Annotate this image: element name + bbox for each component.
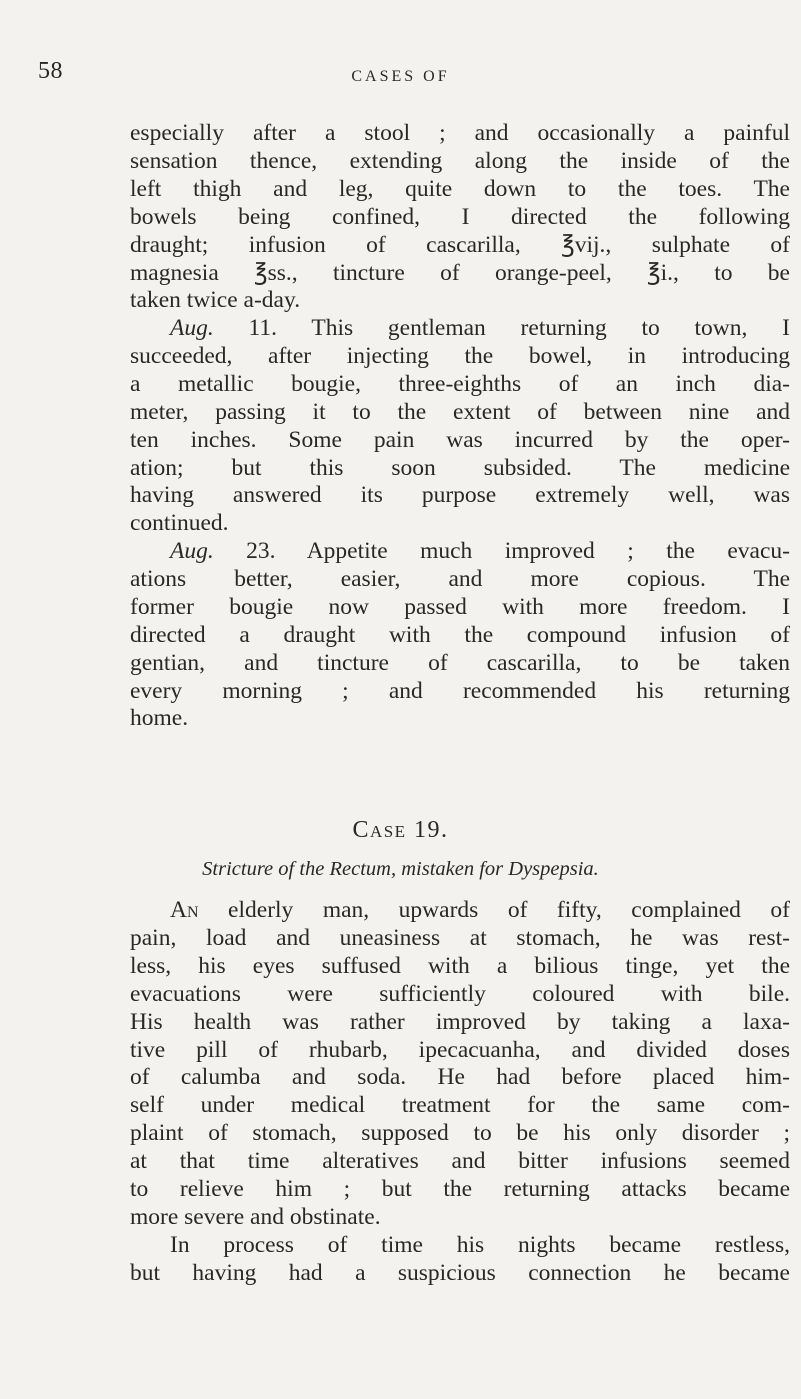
- text-line: taken twice a-day.: [130, 287, 301, 314]
- text-line: having answered its purpose extremely well, was: [130, 482, 790, 509]
- text-line: tive pill of rhubarb, ipecacuanha, and divided doses: [130, 1036, 790, 1063]
- entry-date: Aug.: [170, 315, 214, 341]
- text-line: ten inches. Some pain was incurred by the oper-: [130, 426, 790, 453]
- text-line: ation; but this soon subsided. The medicine: [130, 454, 790, 481]
- text-line: self under medical treatment for the same com-: [130, 1092, 790, 1119]
- text-line: less, his eyes suffused with a bilious tinge, yet the: [130, 952, 790, 979]
- text-line: left thigh and leg, quite down to the toes. The: [130, 175, 790, 202]
- text-line: In process of time his nights became restless,: [170, 1232, 790, 1258]
- text-line: former bougie now passed with more freedom. I: [130, 593, 790, 620]
- text-line: continued.: [130, 510, 229, 537]
- text-line: but having had a suspicious connection he became: [130, 1259, 790, 1286]
- text-line: draught; infusion of cascarilla, ℥vij., sulphate of: [130, 231, 790, 258]
- text-line: [130, 538, 790, 566]
- case-subtitle: Stricture of the Rectum, mistaken for Dyspepsia.: [202, 858, 599, 880]
- text-line: especially after a stool ; and occasionally a painful: [130, 120, 790, 146]
- text-line: bowels being confined, I directed the following: [130, 203, 790, 230]
- paragraph-final: [130, 1232, 790, 1288]
- text-line: plaint of stomach, supposed to be his only disorder ;: [130, 1120, 790, 1147]
- case-heading: Case 19.: [352, 817, 449, 843]
- text-line: His health was rather improved by taking a laxa-: [130, 1008, 790, 1035]
- text-line: directed a draught with the compound infusion of: [130, 621, 790, 648]
- text-line: a metallic bougie, three-eighths of an inch dia-: [130, 370, 790, 397]
- running-head: CASES OF: [351, 68, 450, 85]
- text-line: [130, 897, 790, 925]
- text-line: sensation thence, extending along the inside of the: [130, 147, 790, 174]
- paragraph-lead: An: [170, 897, 199, 923]
- text-line: magnesia ℥ss., tincture of orange-peel, ℥i., to be: [130, 259, 790, 286]
- text-line: at that time alteratives and bitter infusions seemed: [130, 1148, 790, 1175]
- entry-aug-11: [130, 315, 790, 538]
- text-line: meter, passing it to the extent of between nine and: [130, 398, 790, 425]
- text-line: ations better, easier, and more copious. The: [130, 565, 790, 592]
- text-line: every morning ; and recommended his returning: [130, 677, 790, 704]
- text-fragment: elderly man, upwards of fifty, complained of: [198, 897, 790, 923]
- case-paragraph: [130, 897, 790, 1232]
- text-line: home.: [130, 705, 189, 732]
- entry-date: Aug.: [170, 538, 214, 564]
- text-line: evacuations were sufficiently coloured with bile.: [130, 980, 790, 1007]
- text-line: succeeded, after injecting the bowel, in introducing: [130, 342, 790, 369]
- text-line: [130, 315, 790, 343]
- text-line: of calumba and soda. He had before placed him-: [130, 1064, 790, 1091]
- text-line: more severe and obstinate.: [130, 1203, 381, 1230]
- text-line: pain, load and uneasiness at stomach, he was rest-: [130, 924, 790, 951]
- text-fragment: 11. This gentleman returning to town, I: [213, 315, 790, 341]
- text-line: to relieve him ; but the returning attacks became: [130, 1176, 790, 1203]
- text-line: gentian, and tincture of cascarilla, to be taken: [130, 649, 790, 676]
- page-number: 58: [38, 58, 63, 84]
- entry-aug-23: [130, 538, 790, 733]
- text-fragment: 23. Appetite much improved ; the evacu-: [213, 538, 790, 564]
- paragraph-continued: [130, 120, 790, 315]
